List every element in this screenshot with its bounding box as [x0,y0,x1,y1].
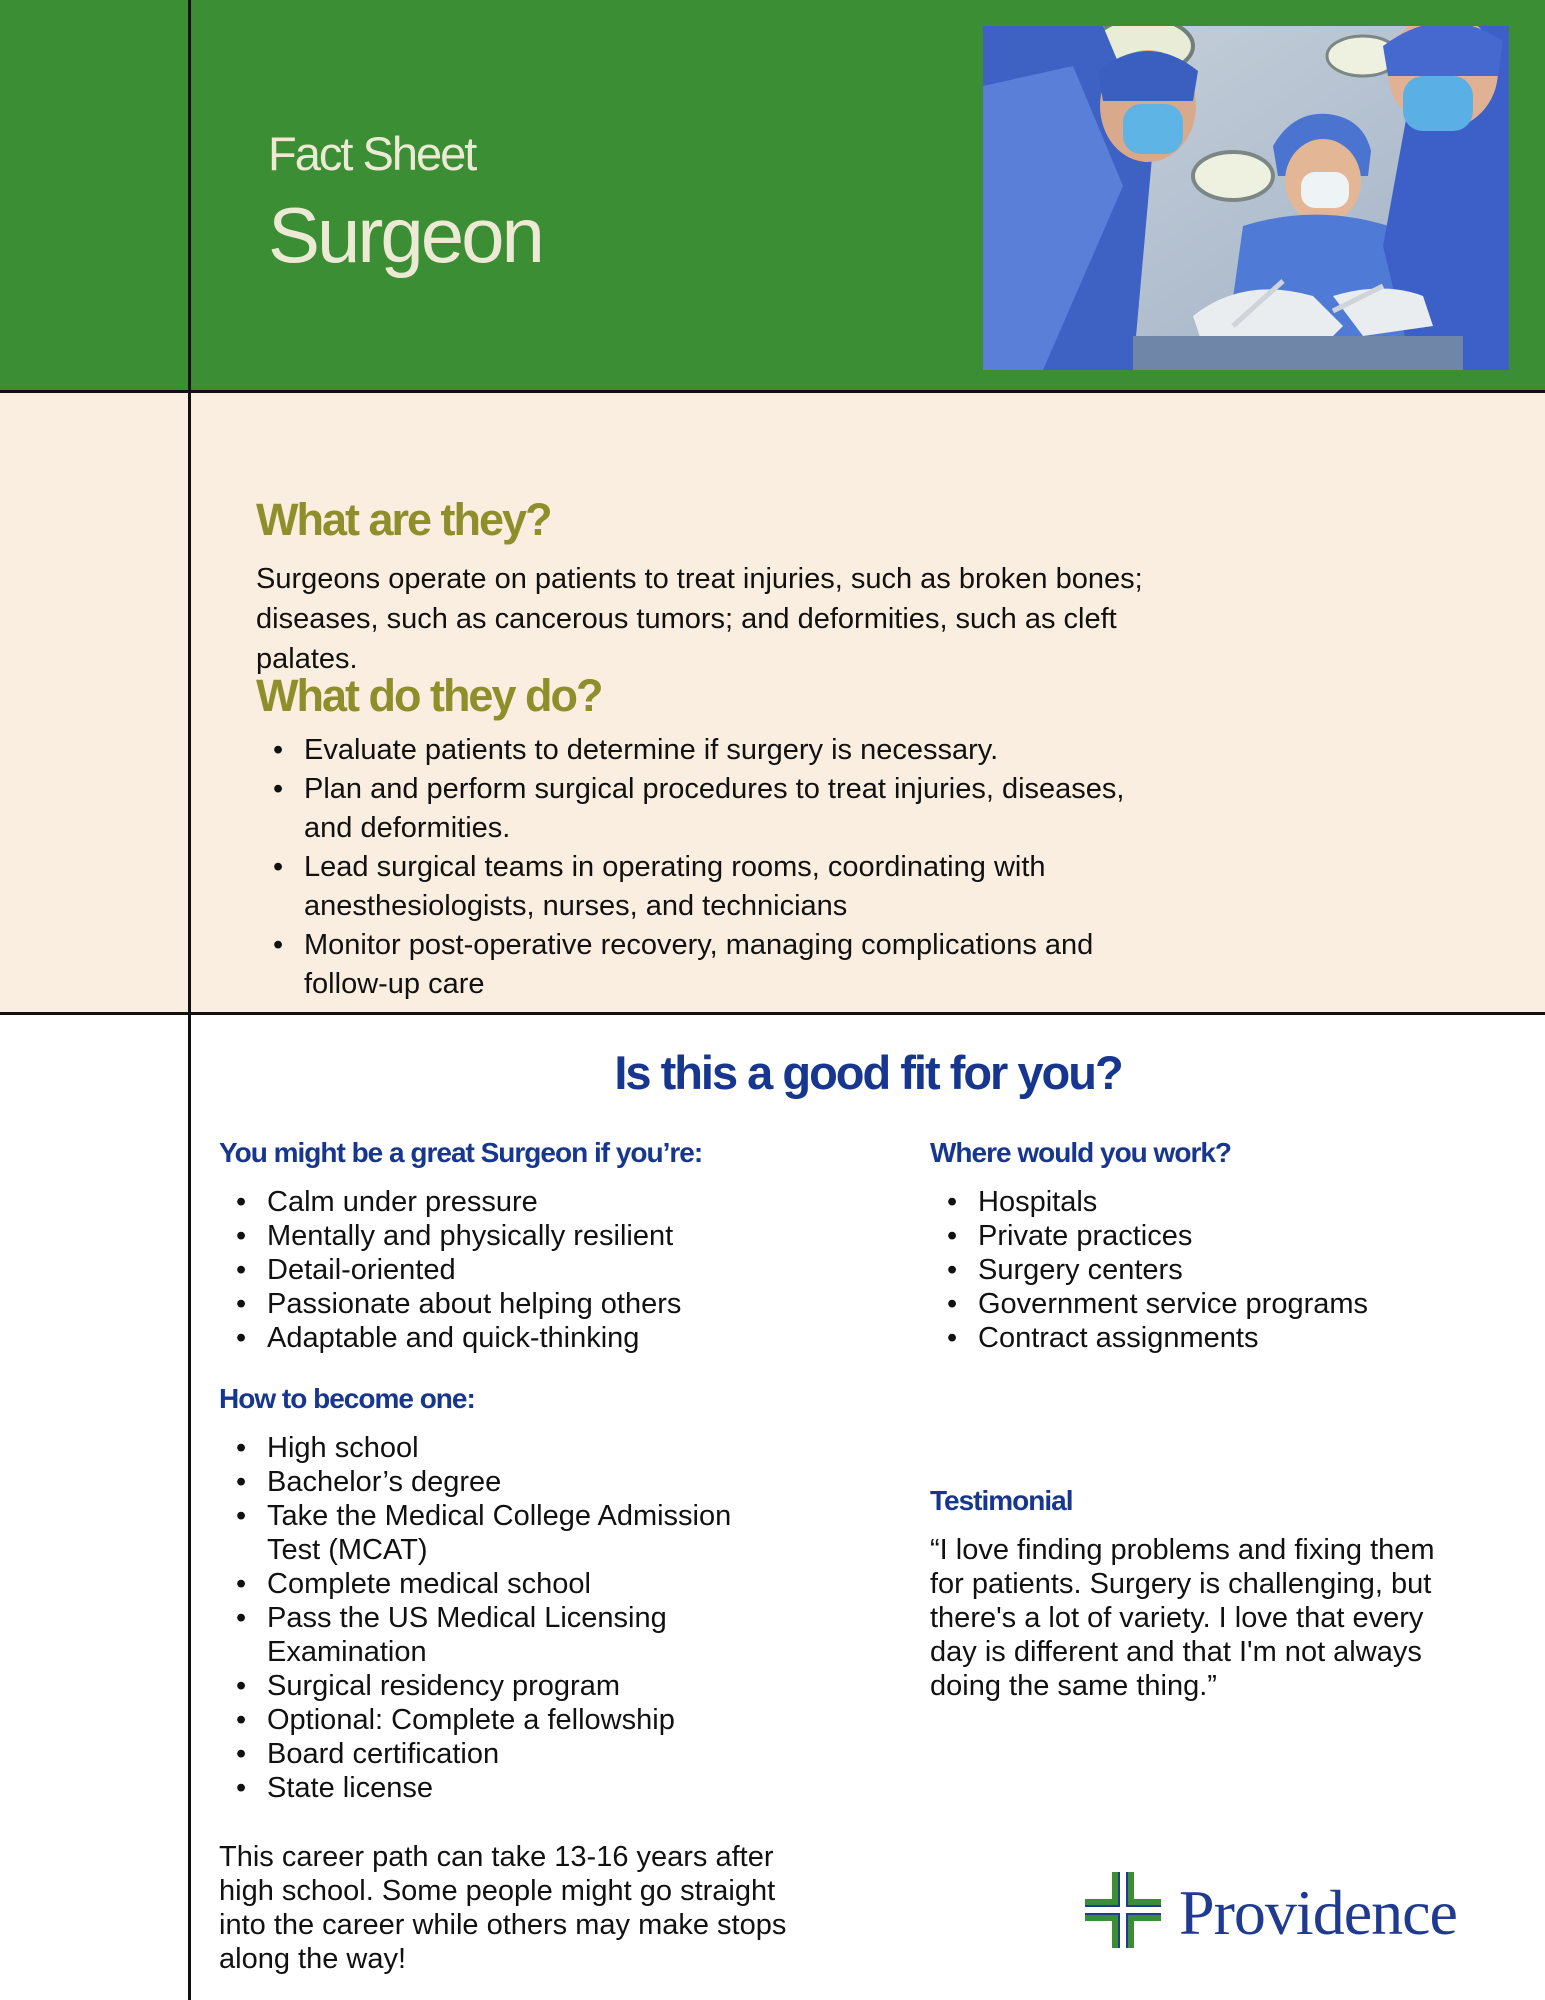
list-item: • Bachelor’s degree [219,1465,869,1499]
list-item: • Government service programs [930,1287,1510,1321]
career-path-note: This career path can take 13-16 years after high school. Some people might go straight into the career while others may make stops along the way! [219,1841,787,1975]
header-banner [0,0,1545,391]
list-item: • Adaptable and quick-thinking [219,1321,869,1355]
list-item: • Contract assignments [930,1321,1510,1355]
list-item: • State license [219,1771,869,1805]
what-are-they-line: palates. [256,643,358,675]
traits-list [219,1185,869,1355]
what-do-they-do-heading: What do they do? [256,670,602,721]
list-item: • Evaluate patients to determine if surgery is necessary. [256,731,1256,770]
providence-logo [1085,1872,1485,1952]
list-item: • High school [219,1431,869,1465]
divider-middle [0,1012,1545,1015]
what-are-they-line: diseases, such as cancerous tumors; and deformities, such as cleft [256,603,1117,635]
how-to-become-heading: How to become one: [219,1383,475,1414]
list-item: • Lead surgical teams in operating rooms, coordinating with anesthesiologists, nurses, and technicians [256,848,1256,926]
list-item: • Plan and perform surgical procedures to treat injuries, diseases, and deformities. [256,770,1256,848]
list-item: • Optional: Complete a fellowship [219,1703,869,1737]
list-item: • Complete medical school [219,1567,869,1601]
what-are-they-line: Surgeons operate on patients to treat injuries, such as broken bones; [256,563,1143,595]
testimonial-quote: “I love finding problems and fixing them for patients. Surgery is challenging, but there's a lot of variety. I love that every day is different and that I'm not always doing the same thing.” [930,1534,1435,1702]
list-item: • Calm under pressure [219,1185,869,1219]
list-item: • Board certification [219,1737,869,1771]
list-item: • Take the Medical College Admission Test (MCAT) [219,1499,869,1567]
list-item: • Detail-oriented [219,1253,869,1287]
list-item: • Passionate about helping others [219,1287,869,1321]
good-fit-heading: Is this a good fit for you? [614,1046,1122,1099]
workplaces-heading: Where would you work? [930,1137,1232,1168]
page-title: Surgeon [268,191,542,279]
list-item: • Pass the US Medical Licensing Examination [219,1601,869,1669]
divider-top [0,390,1545,393]
cross-logo-icon [1085,1872,1161,1948]
surgical-team-photo [983,26,1509,370]
list-item: • Private practices [930,1219,1510,1253]
steps-list [219,1431,869,1805]
workplaces-list [930,1185,1510,1355]
what-are-they-text [256,559,1256,679]
traits-heading: You might be a great Surgeon if you’re: [219,1137,703,1168]
list-item: • Mentally and physically resilient [219,1219,869,1253]
list-item: • Surgical residency program [219,1669,869,1703]
list-item: • Monitor post-operative recovery, managing complications and follow-up care [256,926,1256,1004]
duties-list [256,731,1256,1004]
list-item: • Hospitals [930,1185,1510,1219]
what-are-they-heading: What are they? [256,494,551,545]
fact-sheet-label: Fact Sheet [268,127,476,180]
brand-name: Providence [1179,1877,1457,1948]
list-item: • Surgery centers [930,1253,1510,1287]
divider-vertical [188,0,191,2000]
testimonial-heading: Testimonial [930,1485,1073,1516]
